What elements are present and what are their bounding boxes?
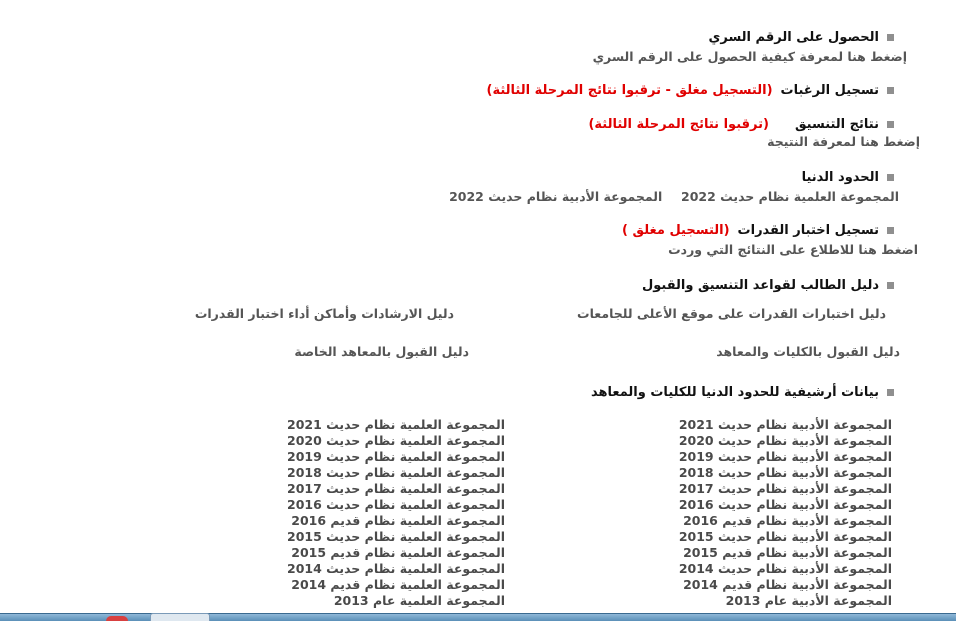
- minimums-science-2022-link[interactable]: المجموعة العلمية نظام حديث 2022: [681, 189, 899, 204]
- archive-arts-link[interactable]: المجموعة الأدبية نظام حديث 2017: [678, 481, 892, 496]
- square-bullet-icon: [887, 227, 894, 234]
- aptitude-results-link[interactable]: اضغط هنا للاطلاع على النتائج التي وردت: [668, 242, 918, 257]
- guide-aptitude-tests-link[interactable]: دليل اختبارات القدرات على موقع الأعلى للجامعات: [577, 306, 886, 321]
- coordination-result-link[interactable]: إضغط هنا لمعرفة النتيجة: [767, 134, 920, 149]
- section-title-desires: تسجيل الرغبات: [780, 83, 879, 98]
- archive-science-link[interactable]: المجموعة العلمية نظام حديث 2020: [287, 433, 505, 448]
- archive-arts-link[interactable]: المجموعة الأدبية نظام حديث 2016: [678, 497, 892, 512]
- archive-science-link[interactable]: المجموعة العلمية نظام قديم 2015: [291, 545, 505, 560]
- section-title-guide: دليل الطالب لقواعد التنسيق والقبول: [641, 278, 879, 293]
- section-archive: [591, 385, 894, 400]
- section-title-minimums: الحدود الدنيا: [801, 170, 879, 185]
- square-bullet-icon: [887, 389, 894, 396]
- coordination-status: (ترقبوا نتائج المرحلة الثالثة): [588, 117, 769, 132]
- guide-private-institutes-link[interactable]: دليل القبول بالمعاهد الخاصة: [294, 344, 469, 359]
- square-bullet-icon: [887, 121, 894, 128]
- archive-arts-link[interactable]: المجموعة الأدبية نظام حديث 2018: [678, 465, 892, 480]
- archive-arts-link[interactable]: المجموعة الأدبية نظام حديث 2020: [678, 433, 892, 448]
- section-pin: [592, 30, 907, 64]
- square-bullet-icon: [887, 87, 894, 94]
- archive-arts-link[interactable]: المجموعة الأدبية نظام حديث 2019: [678, 449, 892, 464]
- desires-status: (التسجيل مغلق - ترقبوا نتائج المرحلة الثالثة): [486, 83, 773, 98]
- archive-arts-link[interactable]: المجموعة الأدبية نظام حديث 2014: [678, 561, 892, 576]
- pin-help-link[interactable]: إضغط هنا لمعرفة كيفية الحصول على الرقم السري: [592, 49, 907, 64]
- archive-science-link[interactable]: المجموعة العلمية نظام حديث 2021: [287, 417, 505, 432]
- minimums-arts-2022-link[interactable]: المجموعة الأدبية نظام حديث 2022: [449, 189, 663, 204]
- section-minimums: [449, 170, 899, 204]
- archive-arts-link[interactable]: المجموعة الأدبية نظام حديث 2021: [678, 417, 892, 432]
- square-bullet-icon: [887, 34, 894, 41]
- section-title-archive: بيانات أرشيفية للحدود الدنيا للكليات والمعاهد: [590, 385, 879, 400]
- guide-colleges-admission-link[interactable]: دليل القبول بالكليات والمعاهد: [716, 344, 900, 359]
- archive-science-link[interactable]: المجموعة العلمية عام 2013: [333, 593, 505, 608]
- section-coordination: [588, 117, 920, 149]
- browser-icon[interactable]: [106, 616, 128, 621]
- taskbar-button[interactable]: [150, 613, 210, 621]
- section-title-coordination: نتائج التنسيق: [794, 117, 879, 132]
- archive-arts-link[interactable]: المجموعة الأدبية نظام قديم 2014: [683, 577, 892, 592]
- archive-science-link[interactable]: المجموعة العلمية نظام قديم 2016: [291, 513, 505, 528]
- guide-instructions-link[interactable]: دليل الارشادات وأماكن أداء اختبار القدرات: [194, 306, 454, 321]
- taskbar: [0, 613, 956, 621]
- archive-arts-link[interactable]: المجموعة الأدبية نظام قديم 2015: [683, 545, 892, 560]
- archive-science-list: [265, 417, 505, 609]
- archive-science-link[interactable]: المجموعة العلمية نظام حديث 2016: [287, 497, 505, 512]
- aptitude-status: (التسجيل مغلق ): [622, 223, 730, 238]
- archive-arts-list: [652, 417, 892, 609]
- section-guide: [642, 278, 894, 293]
- archive-science-link[interactable]: المجموعة العلمية نظام حديث 2019: [287, 449, 505, 464]
- archive-science-link[interactable]: المجموعة العلمية نظام حديث 2014: [287, 561, 505, 576]
- archive-science-link[interactable]: المجموعة العلمية نظام حديث 2017: [287, 481, 505, 496]
- archive-science-link[interactable]: المجموعة العلمية نظام قديم 2014: [291, 577, 505, 592]
- archive-arts-link[interactable]: المجموعة الأدبية نظام قديم 2016: [683, 513, 892, 528]
- square-bullet-icon: [887, 282, 894, 289]
- section-title-pin: الحصول على الرقم السري: [708, 30, 879, 45]
- archive-science-link[interactable]: المجموعة العلمية نظام حديث 2015: [287, 529, 505, 544]
- section-title-aptitude: تسجيل اختبار القدرات: [737, 223, 879, 238]
- archive-arts-link[interactable]: المجموعة الأدبية عام 2013: [725, 593, 892, 608]
- section-desires: [487, 83, 895, 98]
- section-aptitude: [622, 223, 918, 257]
- square-bullet-icon: [887, 174, 894, 181]
- archive-arts-link[interactable]: المجموعة الأدبية نظام حديث 2015: [678, 529, 892, 544]
- archive-science-link[interactable]: المجموعة العلمية نظام حديث 2018: [287, 465, 505, 480]
